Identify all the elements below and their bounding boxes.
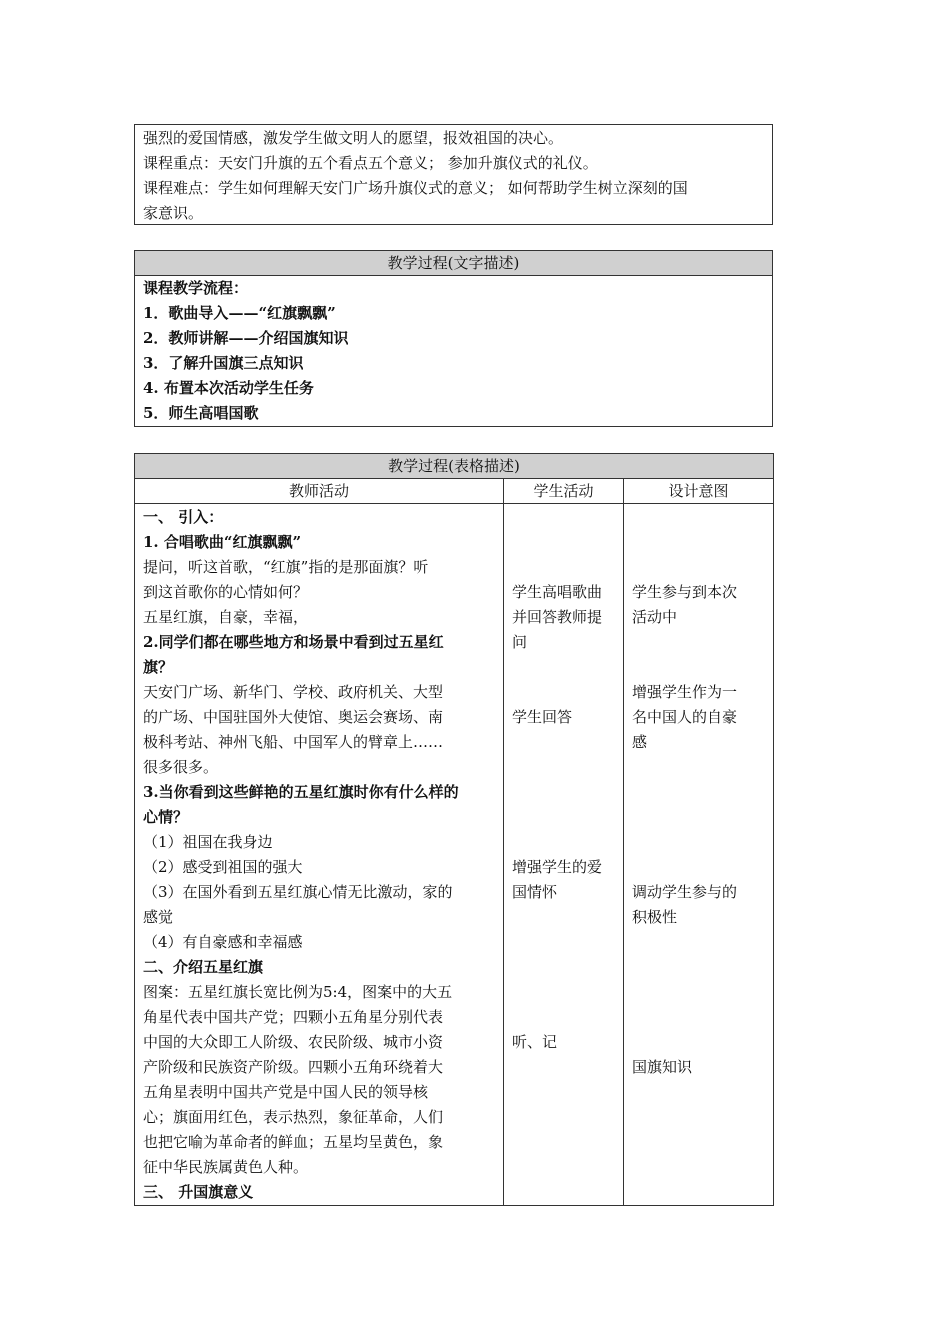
teacher-line: 产阶级和民族资产阶级。四颗小五角环绕着大 [143, 1058, 444, 1076]
design-intent [632, 1055, 767, 1080]
teacher-line: 旗？ [143, 658, 174, 676]
teacher-line: 提问，听这首歌，“红旗”指的是那面旗？听 [143, 558, 429, 576]
teacher-line: 征中华民族属黄色人种。 [143, 1158, 309, 1176]
student-activity-line: 问 [512, 633, 528, 651]
teacher-line: 3.当你看到这些鲜艳的五星红旗时你有什么样的 [143, 783, 459, 801]
flow-step: 5．师生高唱国歌 [143, 404, 259, 422]
teacher-line: 也把它喻为革命者的鲜血；五星均呈黄色，象 [143, 1133, 444, 1151]
design-intent-line: 国旗知识 [632, 1058, 693, 1076]
col-header-intent: 设计意图 [624, 479, 774, 504]
intro-line: 强烈的爱国情感，激发学生做文明人的愿望，报效祖国的决心。 [143, 129, 564, 147]
design-intent-line: 活动中 [632, 608, 678, 626]
teacher-line: 感觉 [143, 908, 174, 926]
text-process-box [134, 250, 773, 427]
student-activity [512, 855, 617, 905]
teacher-line: （1）祖国在我身边 [143, 833, 273, 851]
design-intent-line: 名中国人的自豪 [632, 708, 738, 726]
teacher-line: 五角星表明中国共产党是中国人民的领导核 [143, 1083, 429, 1101]
teacher-line: 到这首歌你的心情如何？ [143, 583, 309, 601]
teacher-line: 五星红旗，自豪，幸福， [143, 608, 309, 626]
design-intent-line: 感 [632, 733, 648, 751]
teacher-line: 二、介绍五星红旗 [143, 958, 264, 976]
teacher-line: 极科考站、神州飞船、中国军人的臂章上…… [143, 733, 444, 751]
student-activity [512, 580, 617, 655]
teacher-line: （3）在国外看到五星红旗心情无比激动，家的 [143, 883, 453, 901]
flow-step: 2．教师讲解——介绍国旗知识 [143, 329, 349, 347]
col-header-teacher: 教师活动 [135, 479, 504, 504]
student-activity-line: 并回答教师提 [512, 608, 603, 626]
student-activity-line: 学生高唱歌曲 [512, 583, 603, 601]
teacher-line: 三、 升国旗意义 [143, 1183, 254, 1201]
flow-step: 3．了解升国旗三点知识 [143, 354, 304, 372]
flow-step: 1．歌曲导入——“红旗飘飘” [143, 304, 336, 322]
teacher-line: （4）有自豪感和幸福感 [143, 933, 303, 951]
teacher-line: （2）感受到祖国的强大 [143, 858, 303, 876]
text-process-header: 教学过程(文字描述) [135, 251, 772, 276]
student-activity-line: 国情怀 [512, 883, 558, 901]
student-activity-line: 学生回答 [512, 708, 573, 726]
student-activity-line: 听、记 [512, 1033, 558, 1051]
flow-step: 4. 布置本次活动学生任务 [143, 379, 314, 397]
design-intent [632, 580, 767, 630]
teacher-line: 2.同学们都在哪些地方和场景中看到过五星红 [143, 633, 444, 651]
teacher-line: 很多很多。 [143, 758, 219, 776]
table-process-box [134, 453, 773, 1202]
teacher-line: 图案：五星红旗长宽比例为5:4，图案中的大五 [143, 983, 453, 1001]
design-intent-line: 学生参与到本次 [632, 583, 738, 601]
teacher-activity-cell [135, 504, 504, 1206]
process-table [134, 453, 774, 1206]
design-intent-line: 调动学生参与的 [632, 883, 738, 901]
student-activity-line: 增强学生的爱 [512, 858, 603, 876]
teacher-line: 的广场、中国驻国外大使馆、奥运会赛场、南 [143, 708, 444, 726]
col-header-student: 学生活动 [504, 479, 624, 504]
teacher-line: 角星代表中国共产党；四颗小五角星分别代表 [143, 1008, 444, 1026]
design-intent-line: 增强学生作为一 [632, 683, 738, 701]
teacher-line: 心；旗面用红色，表示热烈，象征革命，人们 [143, 1108, 444, 1126]
teacher-line: 1. 合唱歌曲“红旗飘飘” [143, 533, 302, 551]
table-process-header: 教学过程(表格描述) [135, 454, 774, 479]
flow-title: 课程教学流程： [143, 279, 249, 297]
intro-box [134, 124, 773, 225]
student-activity-cell [504, 504, 624, 1206]
course-difficulties: 课程难点：学生如何理解天安门广场升旗仪式的意义； 如何帮助学生树立深刻的国 [143, 179, 688, 197]
design-intent [632, 880, 767, 930]
design-intent-cell [624, 504, 774, 1206]
teacher-line: 中国的大众即工人阶级、农民阶级、城市小资 [143, 1033, 444, 1051]
design-intent-line: 积极性 [632, 908, 678, 926]
student-activity [512, 705, 617, 730]
student-activity [512, 1030, 617, 1055]
teacher-line: 一、 引入： [143, 508, 224, 526]
teacher-line: 心情？ [143, 808, 189, 826]
course-key-points: 课程重点：天安门升旗的五个看点五个意义； 参加升旗仪式的礼仪。 [143, 154, 598, 172]
teacher-line: 天安门广场、新华门、学校、政府机关、大型 [143, 683, 444, 701]
course-difficulties-cont: 家意识。 [143, 204, 204, 222]
design-intent [632, 680, 767, 755]
